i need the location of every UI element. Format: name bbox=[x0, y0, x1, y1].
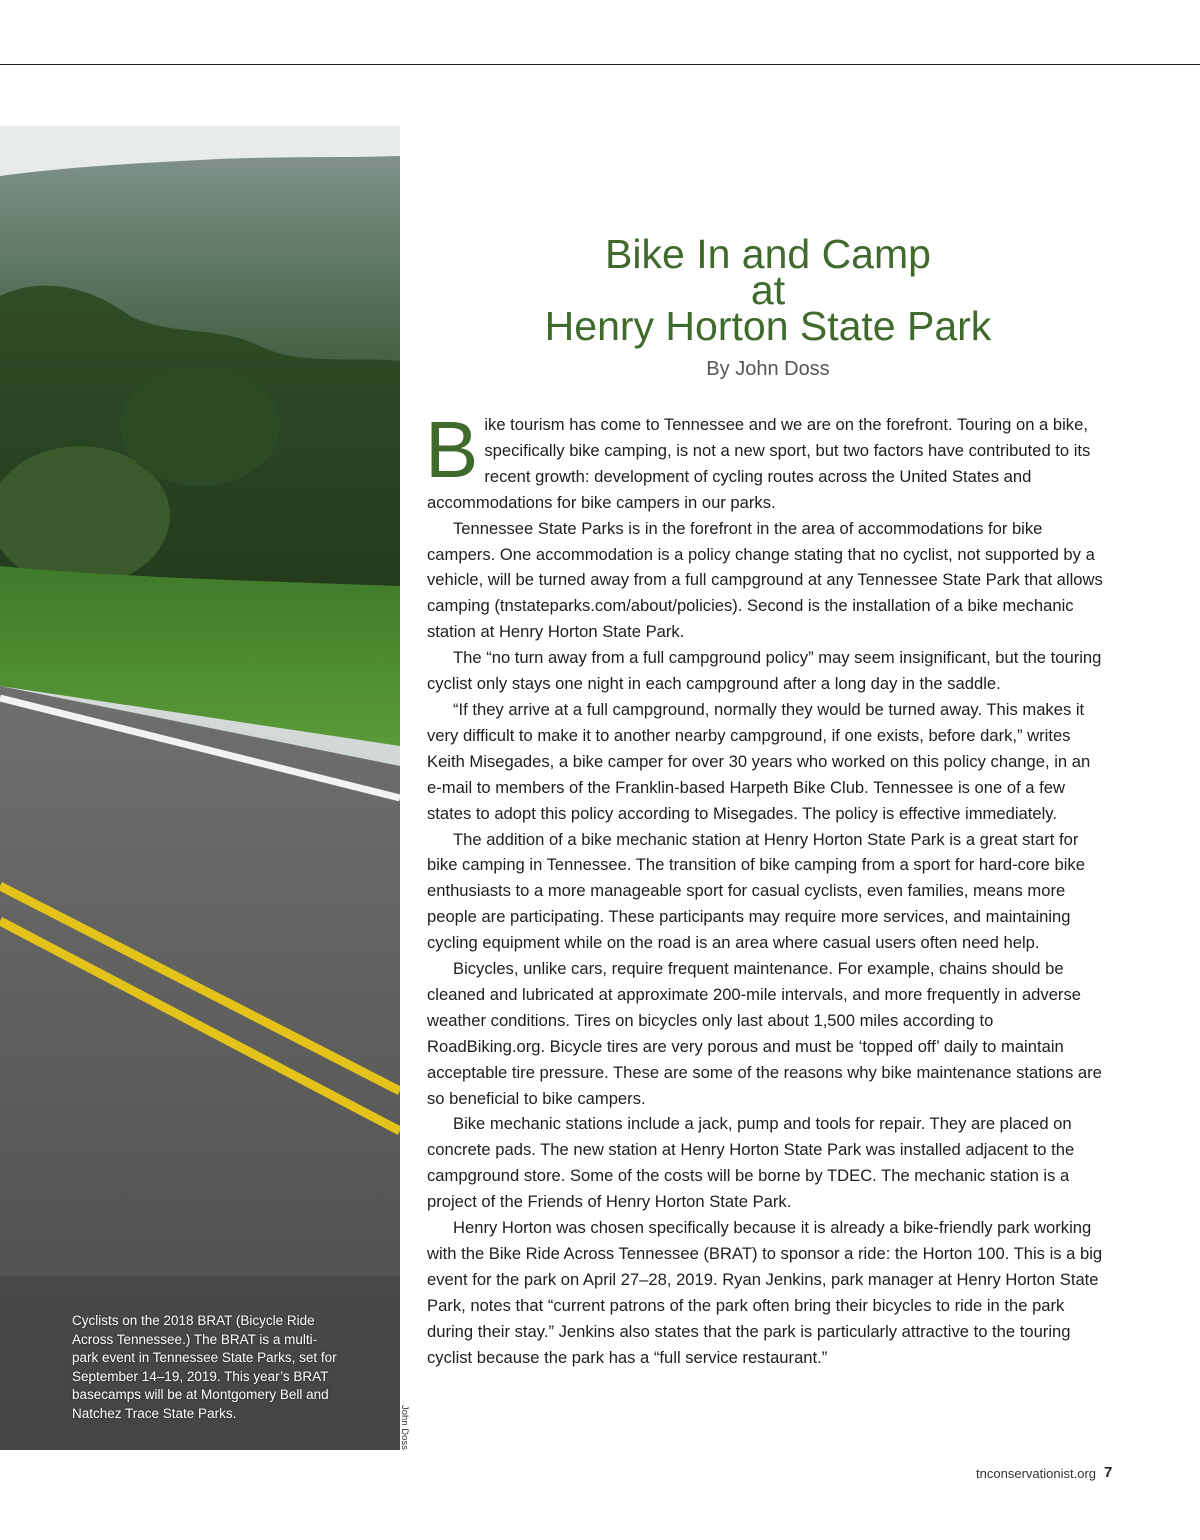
page-number: 7 bbox=[1104, 1464, 1113, 1481]
byline: By John Doss bbox=[706, 358, 830, 380]
road-photo bbox=[0, 126, 400, 1450]
paragraph-8: Henry Horton was chosen specifically because it is already a bike-friendly park working with the Bike Ride Across Tennessee (BRAT) to sponsor a ride: the Horton 100. This is a big event for the park on April 27–28, 2019. Ryan Jenkins, park manager at Henry Horton State Park, notes that “current patrons of the park often bring their bicycles to ride in the park during their stay.” Jenkins also states that the park is particularly attractive to the touring cyclist because the park has a “full service restaurant.” bbox=[427, 1218, 1103, 1367]
header-rule bbox=[0, 64, 1200, 65]
paragraph-1 bbox=[425, 405, 1107, 516]
photo-caption: Cyclists on the 2018 BRAT (Bicycle Ride Across Tennessee.) The BRAT is a multi-park event in Tennessee State Parks, set for September 14–19, 2019. This year’s BRAT basecamps will be at Montgomery Bell and Natchez Trace State Parks. bbox=[72, 1313, 337, 1421]
article-title bbox=[430, 231, 1106, 349]
paragraph-3: The “no turn away from a full campground policy” may seem insignificant, but the touring cyclist only stays one night in each campground after a long day in the saddle. bbox=[427, 648, 1102, 694]
title-line-2: at bbox=[750, 267, 786, 313]
paragraph-2: Tennessee State Parks is in the forefront in the area of accommodations for bike campers. One accommodation is a policy change stating that no cyclist, not supported by a vehicle, will be turned away from a full campground at any Tennessee State Park that allows camping (tnstateparks.com/about/policies). Second is the installation of a bike mechanic station at Henry Horton State Park. bbox=[427, 518, 1103, 642]
title-line-3: Henry Horton State Park bbox=[544, 303, 992, 349]
title-line-1: Bike In and Camp bbox=[605, 231, 931, 277]
footer-site-url: tnconservationist.org bbox=[976, 1466, 1096, 1481]
paragraph-1-text: ike tourism has come to Tennessee and we are on the forefront. Touring on a bike, specifically bike camping, is not a new sport, but two factors have contributed to its recent growth: development of cycling routes across the United States and accommodations for bike campers in our parks. bbox=[427, 415, 1091, 512]
article-body bbox=[425, 405, 1107, 1371]
drop-cap: B bbox=[425, 405, 479, 494]
paragraph-5: The addition of a bike mechanic station at Henry Horton State Park is a great start for bike camping in Tennessee. The transition of bike camping from a sport for hard-core bike enthusiasts to a more manageable sport for casual cyclists, even families, means more people are participating. These participants may require more services, and maintaining cycling equipment while on the road is an area where casual users often need help. bbox=[427, 829, 1085, 953]
paragraph-7: Bike mechanic stations include a jack, pump and tools for repair. They are placed on concrete pads. The new station at Henry Horton State Park was installed adjacent to the campground store. Some of the costs will be borne by TDEC. The mechanic station is a project of the Friends of Henry Horton State Park. bbox=[427, 1114, 1075, 1212]
paragraph-6: Bicycles, unlike cars, require frequent maintenance. For example, chains should be cleaned and lubricated at approximate 200-mile intervals, and more frequently in adverse weather conditions. Tires on bicycles only last about 1,500 miles according to RoadBiking.org. Bicycle tires are very porous and must be ‘topped off’ daily to maintain acceptable tire pressure. These are some of the reasons why bike maintenance stations are so beneficial to bike campers. bbox=[427, 959, 1102, 1108]
paragraph-4: “If they arrive at a full campground, normally they would be turned away. This makes it very difficult to make it to another nearby campground, if one exists, before dark,” writes Keith Misegades, a bike camper for over 30 years who worked on this policy change, in an e-mail to members of the Franklin-based Harpeth Bike Club. Tennessee is one of a few states to adopt this policy according to Misegades. The policy is effective immediately. bbox=[427, 699, 1091, 823]
photo-credit: John Doss bbox=[399, 1405, 410, 1450]
